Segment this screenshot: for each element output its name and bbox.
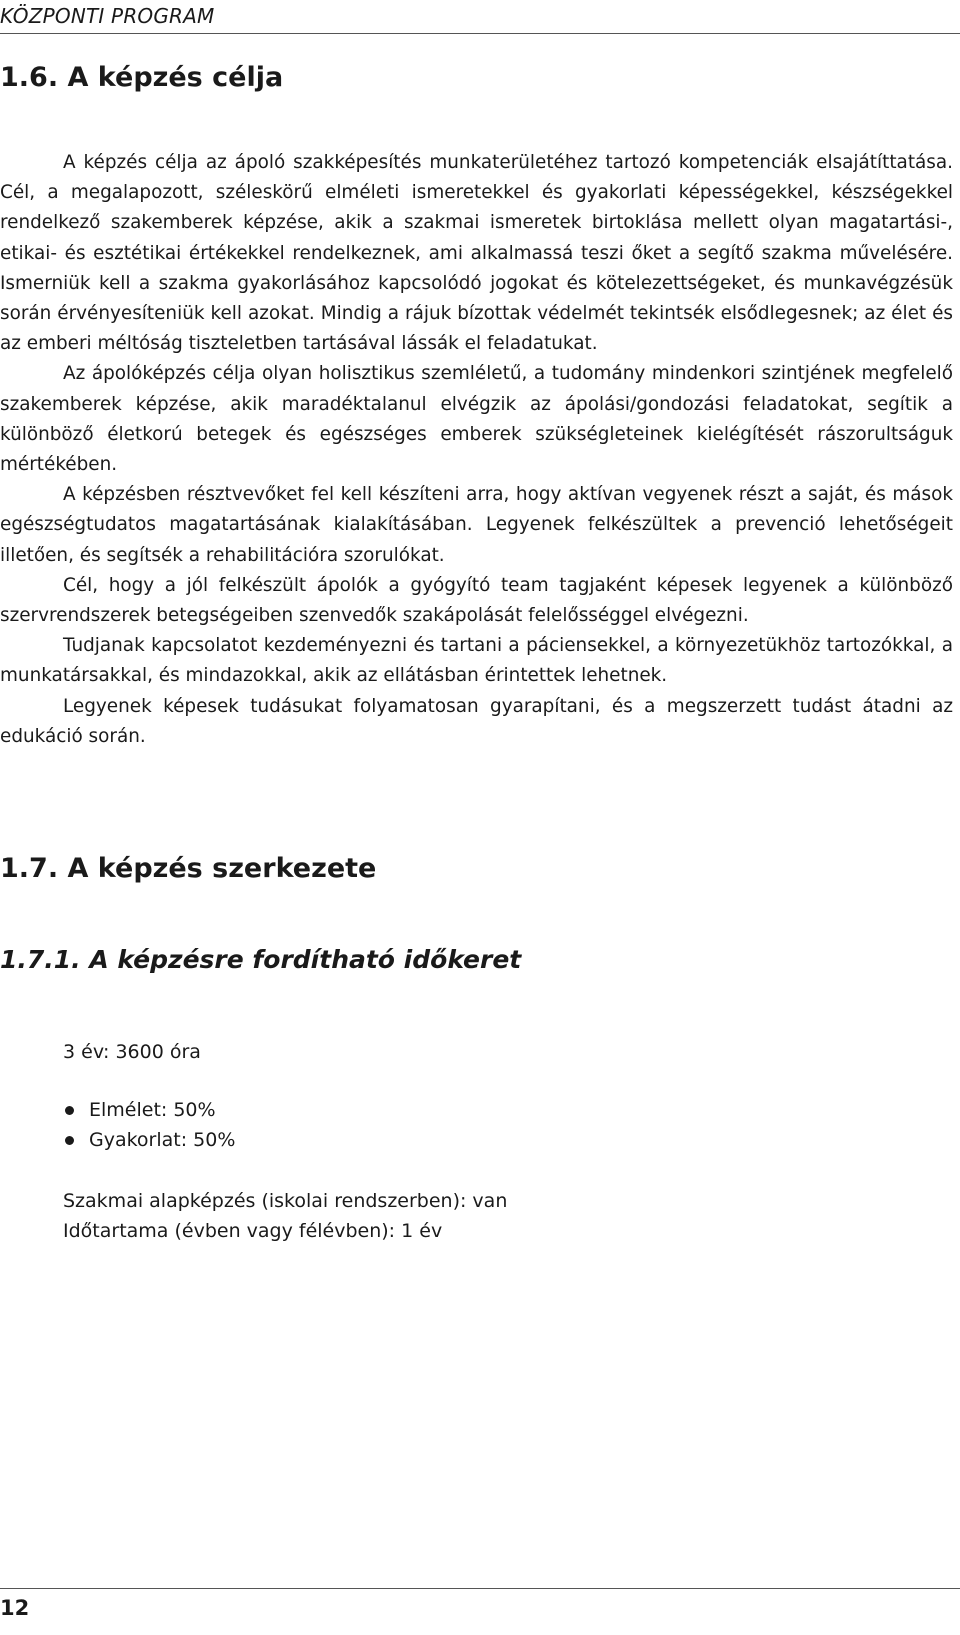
list-item-text: Elmélet: 50% — [89, 1099, 216, 1121]
running-header: KÖZPONTI PROGRAM — [0, 4, 215, 28]
training-duration: 3 év: 3600 óra — [63, 1041, 201, 1063]
paragraph: A képzésben résztvevőket fel kell készíteni arra, hogy aktívan vegyenek részt a saját, és mások egészségtudatos magatartásának kialakításában. Legyenek felkészültek a prevenció lehetőségeit illetően, és segítsék a rehabilitációra szorulókat. — [0, 484, 953, 566]
paragraph: A képzés célja az ápoló szakképesítés munkaterületéhez tartozó kompetenciák elsajátíttatása. Cél, a megalapozott, széleskörű elméleti ismeretekkel és gyakorlati képességekkel, készségekkel rendelkező szakemberek képzése, akik a szakmai ismeretek birtoklása mellett olyan magatartási-, etikai- és esztétikai értékekkel rendelkeznek, ami alkalmassá teszi őket a segítő szakma művelésére. Ismerniük kell a szakma gyakorlásához kapcsolódó jogokat és kötelezettségeket, és munkavégzésük során érvényesíteniük kell azokat. Mindig a rájuk bízottak védelmét tekintsék elsődlegesnek; az élet és az emberi méltóság tiszteletben tartásával lássák el feladatukat. — [0, 152, 953, 355]
paragraph: Az ápolóképzés célja olyan holisztikus szemléletű, a tudomány mindenkori szintjének megfelelő szakemberek képzése, akik maradéktalanul elvégzik az ápolási/gondozási feladatokat, segítik a különböző életkorú betegek és egészséges emberek szükségleteinek kielégítését rászorultságuk mértékében. — [0, 363, 953, 476]
basic-duration-line: Időtartama (évben vagy félévben): 1 év — [63, 1220, 443, 1242]
list-item — [63, 1125, 235, 1155]
list-item — [63, 1095, 235, 1125]
bullet-icon — [65, 1136, 74, 1145]
section-body-1-6 — [0, 148, 953, 752]
basic-training-line: Szakmai alapképzés (iskolai rendszerben): van — [63, 1190, 508, 1212]
footer-divider — [0, 1588, 960, 1589]
list-item-text: Gyakorlat: 50% — [89, 1129, 236, 1151]
section-heading-1-6: 1.6. A képzés célja — [0, 62, 284, 93]
page-number: 12 — [0, 1596, 30, 1620]
section-heading-1-7-1: 1.7.1. A képzésre fordítható időkeret — [0, 945, 522, 974]
bullet-icon — [65, 1106, 74, 1115]
section-heading-1-7: 1.7. A képzés szerkezete — [0, 853, 377, 884]
time-split-list — [63, 1095, 235, 1155]
paragraph: Cél, hogy a jól felkészült ápolók a gyógyító team tagjaként képesek legyenek a különböző szervrendszerek betegségeiben szenvedők szakápolását felelősséggel elvégezni. — [0, 574, 953, 627]
paragraph: Tudjanak kapcsolatot kezdeményezni és tartani a páciensekkel, a környezetükhöz tartozókkal, a munkatársakkal, és mindazokkal, akik az ellátásban érintettek lehetnek. — [0, 635, 953, 687]
header-divider — [0, 33, 960, 34]
paragraph: Legyenek képesek tudásukat folyamatosan gyarapítani, és a megszerzett tudást átadni az edukáció során. — [0, 695, 953, 747]
